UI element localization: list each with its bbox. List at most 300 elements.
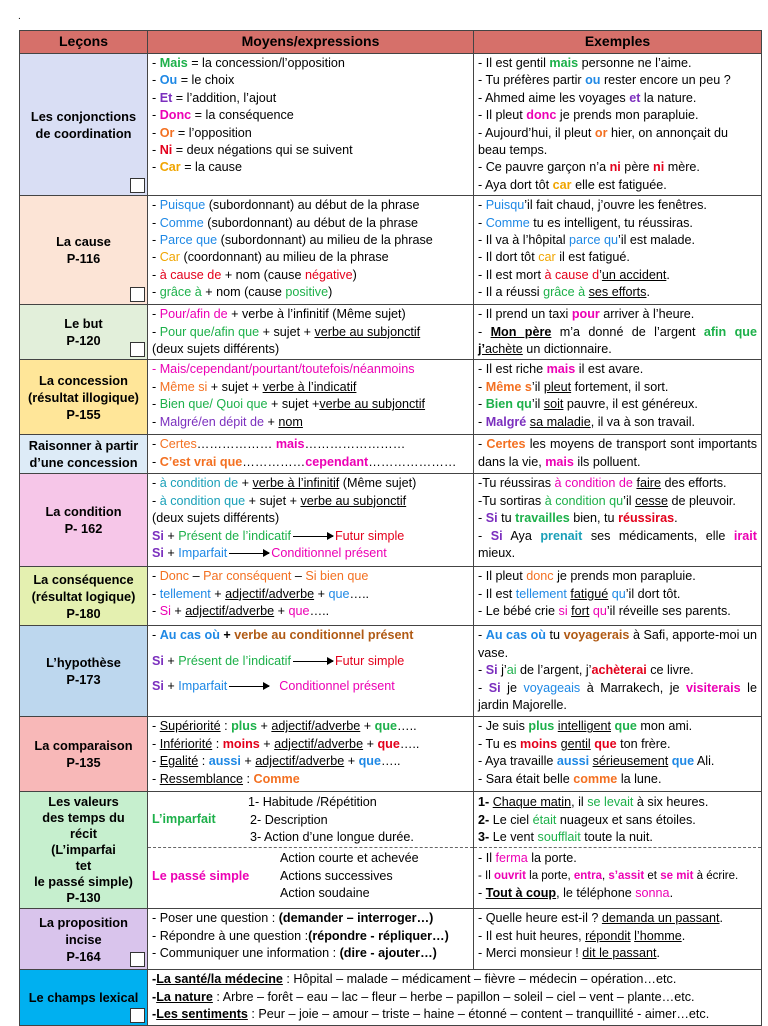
text-fragment: 2- [478,812,493,827]
text-fragment: travailles [515,511,570,526]
text-fragment: ’il [623,493,636,508]
text-fragment: ….. [380,754,401,769]
text-fragment: donc [526,108,557,123]
text-fragment: père [620,160,654,175]
moyen-line [152,475,469,492]
checkbox[interactable] [130,342,145,357]
text-fragment: Pour que/afin que [159,324,260,339]
text-fragment: . [669,886,674,901]
text-fragment: = le choix [177,73,235,88]
moyen-line [152,267,469,284]
text-fragment: - [152,972,157,987]
text-fragment: Certes [159,437,197,452]
text-fragment: qu [592,604,607,619]
passe-item: Actions successives [280,868,393,883]
text-fragment: Par conséquent [203,569,292,584]
text-fragment: irait [733,528,757,543]
lecon-conjonctions [20,54,148,196]
text-fragment: adjectif/adverbe [255,754,345,769]
text-fragment: un dictionnaire. [522,342,612,357]
text-fragment: : [212,736,223,751]
text-fragment: Présent de l’indicatif [178,528,291,543]
arrow-icon [293,661,333,662]
exemple-line [478,586,757,603]
lecon-cause [20,196,148,305]
exemple-line [478,55,757,72]
text-fragment: - Aya travaille [478,754,557,769]
moyen-line [152,107,469,124]
text-fragment: verbe au subjonctif [319,397,426,412]
text-fragment: ai [506,663,517,678]
text-fragment: (coordonnant) au milieu de la phrase [180,250,389,265]
moyen-line [152,603,469,620]
text-fragment: = la conséquence [191,108,294,123]
text-fragment: car [552,177,572,192]
text-fragment: Comme [253,771,300,786]
passe-item: Action soudaine [280,886,370,901]
text-fragment: rester encore un peu ? [600,73,731,88]
exemple-line [478,868,757,885]
exemple-line [478,736,757,753]
moyens-cause [148,196,474,305]
text-fragment: voyagerais [563,628,630,643]
moyen-line [152,414,469,431]
text-fragment: - [152,160,160,175]
text-fragment: (subordonnant) au début de la phrase [203,215,419,230]
text-fragment: - Il a réussi [478,285,544,300]
text-fragment: je prends mon parapluie. [556,108,699,123]
text-fragment: Imparfait [178,546,228,561]
exemple-line [478,90,757,107]
moyens-proposition [148,909,474,970]
text-fragment: gentil [560,736,591,751]
text-fragment: ….. [397,719,417,734]
text-fragment: - Communiquer une information : [152,946,340,961]
text-fragment: ses médicaments, elle [582,528,734,543]
lecon-line: incise [65,931,102,947]
checkbox[interactable] [130,178,145,193]
text-fragment: + verbe à l’infinitif (Même sujet) [227,307,406,322]
exemples-raisonner [474,435,762,474]
exemple-line [478,72,757,89]
text-fragment: le jardin Majorelle. [478,680,757,713]
text-fragment: ….. [399,736,420,751]
text-fragment: - [152,379,160,394]
text-fragment: Même si [159,379,208,394]
text-fragment: moins [222,736,260,751]
text-fragment: il est avare. [575,362,644,377]
text-fragment: - [152,73,160,88]
text-fragment: - [152,719,160,734]
text-fragment: verbe à l’infinitif [252,476,340,491]
text-fragment: verbe à l’indicatif [262,379,357,394]
moyen-line [152,341,469,358]
text-fragment: , le téléphone [556,886,636,901]
text-fragment: à condition que [159,493,246,508]
lecon-line: P-180 [66,605,101,621]
exemple-line [478,414,757,431]
text-fragment: ’il [531,379,544,394]
text-fragment: Si [485,511,498,526]
text-fragment: - Je suis [478,719,529,734]
text-fragment: à condition qu [544,493,624,508]
text-fragment: Au cas où [159,628,220,643]
text-fragment: que [358,754,381,769]
text-fragment: - [478,628,486,643]
lecon-comparaison [20,717,148,792]
text-fragment: et [644,869,661,882]
text-fragment: l’homme [634,928,682,943]
text-fragment: ’il fait chaud, j’ouvre les fenêtres. [524,198,707,213]
passe-item: Action courte et achevée [280,851,419,866]
text-fragment: – [189,569,204,584]
text-fragment: (deux sujets différents) [152,342,280,357]
text-fragment: - [152,143,160,158]
text-fragment: - [152,250,160,265]
moyens-consequence [148,567,474,626]
lecon-proposition [20,909,148,970]
exemples-valeurs [474,792,762,909]
text-fragment: mais [545,454,574,469]
text-fragment: que [594,736,617,751]
text-fragment: à condition de [159,476,239,491]
lecon-line: d’une concession [29,455,138,471]
text-fragment: + nom (cause [201,285,286,300]
text-fragment: aussi [208,754,241,769]
text-fragment: – [291,569,306,584]
text-fragment: ses efforts [588,285,647,300]
text-fragment: ni [609,160,621,175]
text-fragment: = l’addition, l’ajout [172,90,277,105]
text-fragment: répondit [585,928,631,943]
lecon-line: P-130 [66,890,101,906]
text-fragment: de l’argent, j’ [516,663,592,678]
text-fragment: que [614,719,637,734]
text-fragment: ) [328,285,333,300]
text-fragment: - Il est gentil [478,56,550,70]
text-fragment: + [219,628,235,643]
text-fragment: réussiras [618,511,675,526]
checkbox[interactable] [130,952,145,967]
text-fragment: + sujet + [245,493,301,508]
text-fragment: (subordonnant) au milieu de la phrase [217,233,433,248]
moyens-concession [148,360,474,435]
text-fragment: - [478,215,486,230]
text-fragment: + [314,586,329,601]
text-fragment: Mon père [490,324,552,339]
text-fragment: la nature. [640,90,697,105]
text-fragment: - Répondre à une question : [152,928,309,943]
passe-list [280,850,419,902]
text-fragment: Tout à coup [485,886,557,901]
text-fragment: + [163,679,179,694]
text-fragment: + [210,586,226,601]
text-fragment: (dire - ajouter…) [339,946,437,961]
text-fragment: - Il est mort [478,267,545,282]
moyens-valeurs [148,792,474,909]
lecon-line: P-116 [66,251,101,267]
text-fragment: si [558,604,568,619]
text-fragment: arriver à l’heure. [599,307,695,322]
moyen-line [152,436,469,453]
moyen-line [152,753,469,770]
text-fragment: ’ [599,267,602,282]
text-fragment: entra [573,869,603,882]
text-fragment: aussi [556,754,590,769]
text-fragment: Bien que/ Quoi que [159,397,268,412]
lecon-line: (L’imparfai [51,842,116,858]
text-fragment: grâce à [543,285,586,300]
imparfait-list [248,794,414,845]
text-fragment: tu [546,628,564,643]
text-fragment: - Mais/cependant/pourtant/toutefois/néanmoins [152,362,415,377]
moyen-line [152,72,469,89]
text-fragment: Or [159,125,175,140]
text-fragment: - Aujourd’hui, il pleut [478,125,595,140]
text-fragment: + [344,754,359,769]
text-fragment: + [264,414,279,429]
exemple-line [478,396,757,413]
text-fragment: se levait [587,795,634,810]
text-fragment: ……………… [196,437,276,452]
text-fragment: . [719,911,724,926]
lecon-line: P-135 [66,755,101,771]
text-fragment: Présent de l’indicatif [178,653,291,668]
moyen-line [152,215,469,232]
text-fragment: 1- [478,795,493,810]
moyen-line [152,568,469,585]
text-fragment: achèterai [591,663,647,678]
text-fragment: ) [352,267,357,282]
text-fragment: verbe au subjonctif [300,493,407,508]
exemple-line [478,267,757,284]
lecon-line: tet [75,858,92,874]
text-fragment: nuageux et sans étoiles. [556,812,696,827]
text-fragment: cesse [635,493,668,508]
text-fragment: : [198,754,209,769]
text-fragment: ouvrit [493,869,526,882]
exemple-line [478,850,757,867]
row-conjonctions [20,54,762,196]
lecon-line: (résultat logique) [31,588,136,604]
text-fragment: - [152,989,157,1004]
text-fragment: à écrire. [693,869,739,882]
text-fragment: Le vent [492,830,538,845]
text-fragment: Si [152,679,164,694]
text-fragment: - Il va à l’hôpital [478,233,569,248]
text-fragment: Comme [485,215,530,230]
text-fragment: verbe au subjonctif [314,324,421,339]
exemple-line [478,177,757,194]
text-fragment: Même s [485,379,532,394]
lecon-line: La comparaison [34,738,133,754]
lecon-line: de coordination [35,125,132,141]
exemple-line [478,945,757,962]
imparfait-item: 3- Action d’une longue durée. [250,830,414,845]
text-fragment: - [152,108,160,123]
text-fragment: ….. [349,586,370,601]
lecon-line: La conséquence [33,571,134,587]
text-fragment: Et [159,90,173,105]
text-fragment: + nom (cause [221,267,305,282]
text-fragment: - [152,437,160,452]
text-fragment: - [478,397,486,412]
text-fragment: ton frère. [616,736,671,751]
exemple-line [478,379,757,396]
text-fragment: Supériorité [159,719,221,734]
moyen-line [152,510,469,527]
lecon-hypothese [20,626,148,717]
text-fragment: positive [285,285,329,300]
text-fragment: à cause d [544,267,600,282]
moyen-line [152,771,469,788]
text-fragment: - Il est [478,586,516,601]
text-fragment: à Marrakech, je [580,680,687,695]
text-fragment: personne ne l’aime. [578,56,692,70]
text-fragment: verbe au conditionnel présent [234,628,414,643]
text-fragment: de pleuvoir. [667,493,736,508]
text-fragment: Chaque matin [492,795,572,810]
stray-dot: . [18,11,21,22]
text-fragment: + [257,719,272,734]
champs-line [152,971,757,988]
text-fragment: les moyens de transport sont importants dans la vie, [478,437,757,469]
text-fragment: - [152,198,160,213]
text-fragment: se mit [660,869,694,882]
text-fragment: La nature [156,989,213,1004]
text-fragment: ’il réveille ses parents. [606,604,731,619]
checkbox[interactable] [130,287,145,302]
text-fragment: voyageais [523,680,581,695]
exemples-but [474,305,762,360]
text-fragment: - [152,476,160,491]
text-fragment: - [152,771,160,786]
text-fragment: - [152,324,160,339]
text-fragment: Si [152,546,164,561]
header-row [20,31,762,54]
text-fragment: Puisque [159,198,206,213]
text-fragment: pour [571,307,600,322]
moyen-line [152,718,469,735]
row-condition [20,474,762,567]
lecon-line: P-120 [66,333,101,349]
text-fragment: + [360,719,375,734]
text-fragment: ou [585,73,601,88]
moyens-comparaison [148,717,474,792]
lecon-but [20,305,148,360]
lecon-champs [20,970,148,1025]
text-fragment: soufflait [537,830,581,845]
text-fragment: Futur simple [334,653,405,668]
text-fragment: - [152,125,160,140]
text-fragment: nom [278,414,303,429]
text-fragment: (demander – interroger…) [278,911,434,926]
exemples-comparaison [474,717,762,792]
text-fragment: - Poser une question : [152,911,279,926]
text-fragment: - [152,215,160,230]
text-fragment: : Hôpital – malade – médicament – fièvre – médecin – opération…etc. [282,972,677,987]
text-fragment: qu [611,586,626,601]
text-fragment: Les sentiments [156,1007,248,1022]
text-fragment: sonna [635,886,670,901]
exemple-line [478,928,757,945]
imparfait-block [148,792,473,848]
text-fragment: . [646,285,650,300]
text-fragment: - [152,397,160,412]
exemple-line [478,753,757,770]
text-fragment: donc [526,569,554,584]
lecon-line: La condition [45,504,122,520]
imparfait-label: L’imparfait [152,812,216,827]
exemple-line [478,475,757,492]
moyen-line [152,545,469,562]
text-fragment: . [656,946,660,961]
text-fragment: que [671,754,695,769]
exemple-line [478,107,757,124]
lecon-line: Le champs lexical [28,990,139,1006]
text-fragment: la lune. [617,771,662,786]
text-fragment: - Aya dort tôt [478,177,553,192]
moyen-line [152,197,469,214]
text-fragment: intelligent [557,719,611,734]
text-fragment: Conditionnel présent [271,546,387,561]
text-fragment: + [238,476,253,491]
text-fragment: - Il prend un taxi [478,307,572,322]
text-fragment: + [163,546,179,561]
text-fragment: - [152,233,160,248]
moyen-line [152,249,469,266]
row-concession [20,360,762,435]
text-fragment: ’il est malade. [618,233,696,248]
text-fragment: or [594,125,608,140]
text-fragment: comme [573,771,618,786]
moyen-line [152,928,469,945]
exemple-line [478,284,757,301]
text-fragment: que [377,736,400,751]
text-fragment: Pour/afin de [159,307,228,322]
exemples-hypothese [474,626,762,717]
text-fragment: grâce à [159,285,202,300]
moyen-line [152,945,469,962]
checkbox[interactable] [130,1008,145,1023]
text-fragment: Certes [486,437,526,452]
text-fragment: - Il pleut [478,108,527,123]
text-fragment: plus [528,719,555,734]
header-lecons: Leçons [20,31,148,54]
moyen-line [152,454,469,471]
row-hypothese [20,626,762,717]
text-fragment: - [152,454,160,469]
text-fragment: soit [543,397,564,412]
text-fragment: Si [152,653,164,668]
text-fragment: = l’opposition [174,125,252,140]
text-fragment: Aya [502,528,541,543]
text-fragment: était [532,812,557,827]
text-fragment: ce livre. [646,663,694,678]
text-fragment: - [478,324,491,339]
text-fragment: , il va à son travail. [590,414,695,429]
text-fragment: C’est vrai que [159,454,243,469]
exemples-imparfait [474,792,761,848]
exemple-line [478,771,757,788]
champs-lexical-content [148,970,762,1025]
arrow-icon [229,686,269,687]
moyen-line [152,910,469,927]
text-fragment: . [681,928,686,943]
text-fragment: Mais [159,56,188,70]
text-fragment: - [152,604,160,619]
text-fragment: que [328,586,350,601]
